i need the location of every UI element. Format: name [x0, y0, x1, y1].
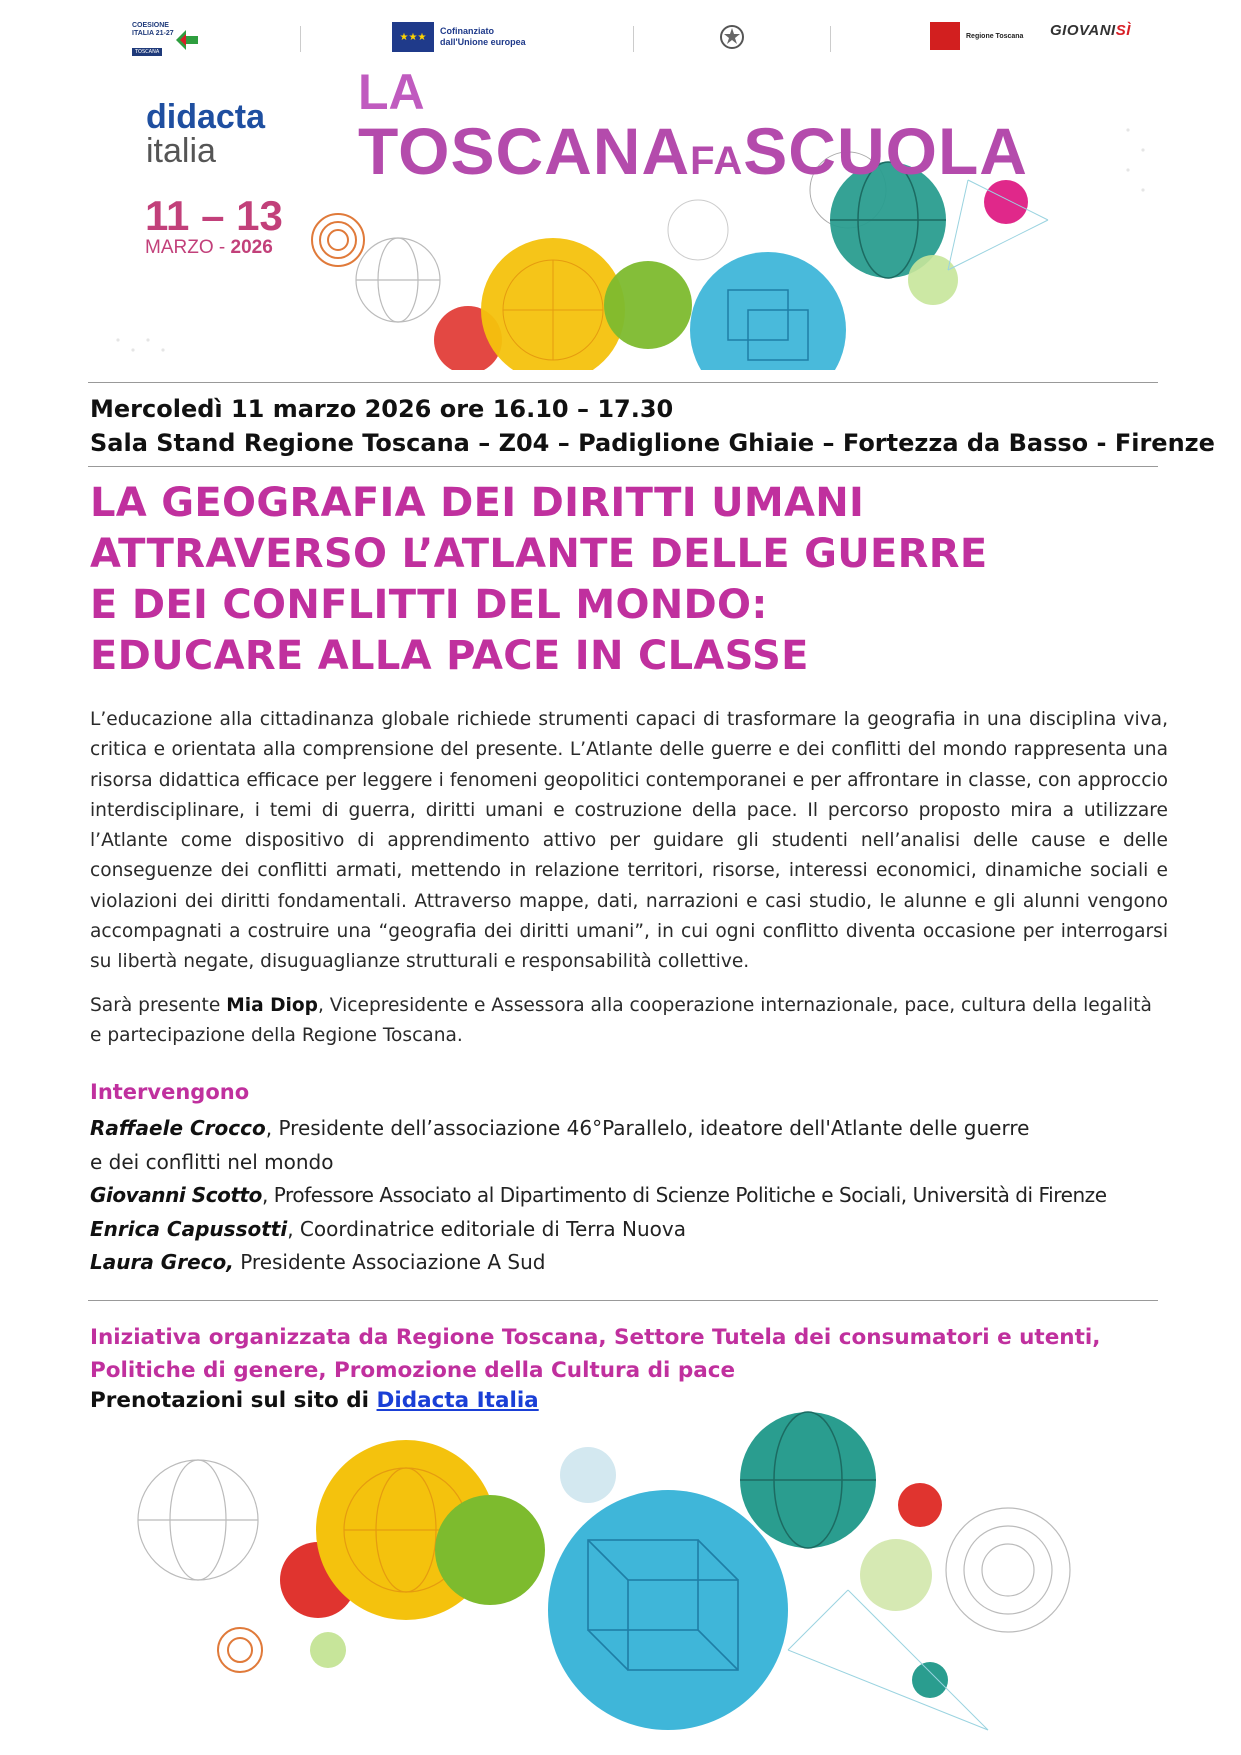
giovanisi-logo	[1050, 22, 1131, 39]
pegasus-icon	[930, 22, 960, 50]
pale-blue-circle	[560, 1447, 616, 1503]
orange-rings	[312, 214, 364, 266]
light-green-dot	[310, 1632, 346, 1668]
si-label: SÌ	[1115, 22, 1131, 39]
wire-globe-left	[138, 1460, 258, 1580]
speakers-list	[90, 1112, 1170, 1280]
orange-rings	[218, 1628, 262, 1672]
light-green-circle	[908, 255, 958, 305]
eu-flag-icon: ★★★	[392, 22, 434, 52]
speaker-name: Laura Greco,	[90, 1250, 234, 1274]
logo-divider	[633, 26, 634, 52]
pale-green-circle	[860, 1539, 932, 1611]
red-dot	[898, 1483, 942, 1527]
gray-rings-right	[946, 1508, 1070, 1632]
green-circle	[604, 261, 692, 349]
coesione-line1: COESIONE	[132, 22, 169, 29]
tfs-scuola: SCUOLA	[743, 114, 1028, 188]
green-circle	[435, 1495, 545, 1605]
dates-year: 2026	[230, 237, 273, 258]
tfs-fa: FA	[690, 139, 744, 183]
speaker-role: , Professore Associato al Dipartimento di Scienze Politiche e Sociali, Università di Firenze	[261, 1183, 1107, 1207]
banner-dates	[145, 192, 283, 259]
cyan-circle	[690, 252, 846, 370]
speaker-item	[90, 1246, 1170, 1280]
logo-divider	[300, 26, 301, 52]
emblem-icon	[718, 22, 746, 52]
teal-dot	[912, 1662, 948, 1698]
coesione-italia-logo	[132, 22, 200, 57]
dates-month: MARZO -	[145, 237, 231, 258]
italian-republic-emblem	[718, 22, 746, 52]
regione-toscana-logo	[930, 22, 1023, 50]
booking-prefix: Prenotazioni sul sito di	[90, 1388, 377, 1413]
speaker-role-cont: e dei conflitti nel mondo	[90, 1149, 334, 1174]
footer-art	[88, 1410, 1160, 1755]
title-line: LA GEOGRAFIA DEI DIRITTI UMANI	[90, 480, 865, 526]
speaker-role: Presidente Associazione A Sud	[233, 1250, 546, 1274]
speaker-item	[90, 1179, 1170, 1213]
regione-label: Regione Toscana	[966, 32, 1024, 40]
intro-paragraph: L’educazione alla cittadinanza globale richiede strumenti capaci di trasformare la geografia in una disciplina viva, critica e orientata alla comprensione del presente. L’Atlante delle guerre e dei conflitti del mondo rappresenta una risorsa didattica efficace per leggere i fenomeni geopolitici contemporanei e per affrontare in classe, con approccio interdisciplinare, i temi di guerra, diritti umani e costruzione della pace. Il percorso proposto mira a utilizzare l’Atlante come dispositivo di apprendimento attivo per guidare gli studenti nell’analisi delle cause e delle conseguenze dei conflitti armati, mettendo in relazione territori, risorse, interessi economici, dinamiche sociali e violazioni dei diritti fondamentali. Attraverso mappe, dati, narrazioni e casi studio, le alunne e gli alunni vengono accompagnati a costruire una “geografia dei diritti umani”, in cui ogni conflitto diventa occasione per interrogarsi su libertà negate, disuguaglianze strutturali e responsabilità collettive.	[90, 709, 1168, 973]
speaker-item	[90, 1112, 1170, 1146]
guest-paragraph	[90, 991, 1168, 1052]
tfs-toscana: TOSCANA	[358, 114, 691, 188]
footer-illustration	[88, 1410, 1160, 1755]
speaker-name: Enrica Capussotti	[90, 1216, 288, 1241]
speaker-role: , Presidente dell’associazione 46°Parallelo, ideatore dell'Atlante delle guerre	[265, 1116, 1030, 1140]
coesione-arrows-icon	[174, 28, 200, 52]
title-line: ATTRAVERSO L’ATLANTE DELLE GUERRE	[90, 531, 988, 577]
didacta-word: didacta	[146, 98, 266, 136]
faint-ring	[668, 200, 728, 260]
event-banner	[88, 70, 1160, 370]
divider-line	[88, 466, 1158, 467]
speaker-item	[90, 1213, 1170, 1247]
speakers-heading: Intervengono	[90, 1080, 250, 1104]
event-title	[90, 478, 988, 682]
wire-globe	[356, 238, 440, 322]
italia-word: italia	[146, 132, 216, 170]
logos-bar	[130, 22, 1130, 62]
organizer-text: Iniziativa organizzata da Regione Toscana, Settore Tutela dei consumatori e utenti, Politiche di genere, Promozione della Cultura di pace	[90, 1325, 1101, 1383]
eu-line2: dall'Unione europea	[440, 37, 526, 47]
guest-prefix: Sarà presente	[90, 995, 227, 1016]
coesione-line2: ITALIA 21-27	[132, 30, 174, 37]
cyan-circle	[548, 1490, 788, 1730]
speaker-name: Raffaele Crocco	[90, 1116, 266, 1140]
coesione-tag: TOSCANA	[132, 48, 162, 56]
guest-role: , Vicepresidente e Assessora alla cooperazione internazionale, pace, cultura della legalità e partecipazione della Regione Toscana.	[90, 995, 1152, 1047]
eu-line1: Cofinanziato	[440, 26, 494, 36]
event-location: Sala Stand Regione Toscana – Z04 – Padiglione Ghiaie – Fortezza da Basso - Firenze	[90, 429, 1215, 457]
title-line: E DEI CONFLITTI DEL MONDO:	[90, 582, 768, 628]
toscana-fa-scuola-logo	[358, 70, 1028, 194]
eu-logo	[392, 22, 526, 52]
divider-line	[88, 1300, 1158, 1301]
tfs-la: LA	[358, 70, 425, 120]
event-details	[90, 392, 1215, 460]
event-datetime: Mercoledì 11 marzo 2026 ore 16.10 – 17.30	[90, 395, 674, 423]
title-line: EDUCARE ALLA PACE IN CLASSE	[90, 633, 809, 679]
divider-line	[88, 382, 1158, 383]
speaker-name: Giovanni Scotto	[90, 1183, 262, 1207]
speaker-role: , Coordinatrice editoriale di Terra Nuova	[287, 1216, 686, 1241]
logo-divider	[830, 26, 831, 52]
network-lines	[788, 1590, 988, 1730]
didacta-logo	[146, 100, 265, 168]
guest-name: Mia Diop	[226, 995, 318, 1016]
giovani-label: GIOVANI	[1050, 22, 1116, 39]
didacta-italia-link[interactable]: Didacta Italia	[376, 1388, 539, 1413]
dates-range: 11 – 13	[145, 192, 283, 239]
